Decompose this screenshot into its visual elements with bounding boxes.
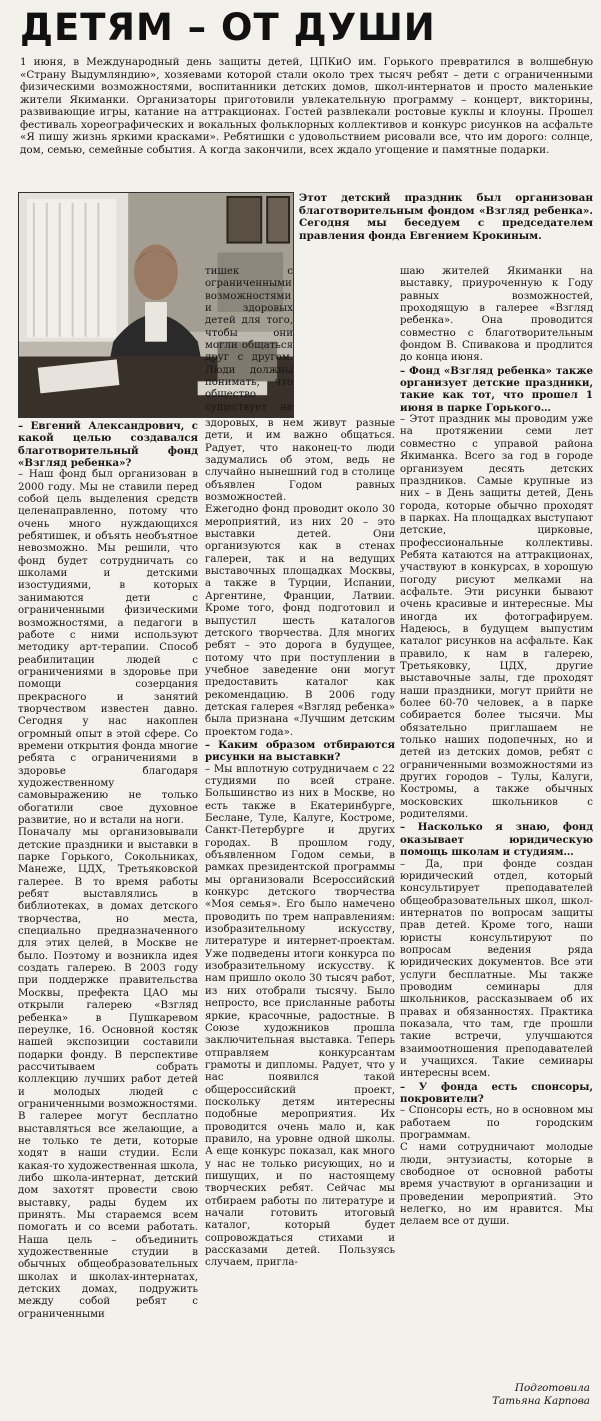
article-column-1 — [18, 420, 198, 1408]
lead-paragraph — [20, 56, 593, 184]
article-paragraph: – Наш фонд был организован в 2000 году. Мы не ставили перед собой цель выделения средств целенаправленно, потому что очень много нуждающихся ребятишек, и объять необъятное невозможно. Мы решили, что фонд будет сотрудничать со школами и детскими изостудиями, в которых занимаются дети с ограниченными физическими возможностями, а педагоги в работе с ними используют методику арт-терапии. Способ реабилитации людей с ограничениями в здоровье при помощи созерцания прекрасного и занятий творчеством известен давно. Сегодня у нас накоплен огромный опыт в этой сфере. Со времени открытия фонда многие ребята с ограничениями в здоровье благодаря художественному самовыражению не только обогатили свое духовное развитие, но и встали на ноги. — [18, 469, 198, 826]
article-paragraph: – Да, при фонде создан юридический отдел, который консультирует преподавателей общеобразовательных школ, школ-интернатов по вопросам защиты прав детей. Кроме того, наши юристы консультируют по вопросам ведения ряда юридических документов. Все эти услуги бесплатные. Мы также проводим семинары для школьников, рассказываем об их правах и обязанностях. Практика показала, что там, где прошли такие встречи, улучшаются взаимоотношения преподавателей и учащихся. Такие семинары интересны всем. — [400, 858, 593, 1080]
article-paragraph: шаю жителей Якиманки на выставку, приуроченную к Году равных возможностей, проходящую в галерее «Взгляд ребенка». Она проводится совместно с благотворительным фондом В. Спивакова и продлится до конца июня. — [400, 266, 593, 364]
article-paragraph: тишек с ограниченными возможностями и здоровых детей для того, чтобы они могли общаться друг с другом. Люди должны понимать, что общество существует не — [205, 266, 293, 413]
article-paragraph: В галерее могут бесплатно выставляться все желающие, а не только те дети, которые ходят в наши студии. Если какая-то художественная школа, либо школа-интернат, детский дом захотят провести свою выставку, рады будем их принять. Мы стараемся всем помогать и со всеми работать. Наша цель – объединить художественные студии в обычных общеобразовательных школах и школах-интернатах, детских домах, подружить между собой ребят с ограниченными — [18, 1111, 198, 1320]
article-paragraph: здоровых, в нем живут разные дети, и им важно общаться. Радует, что наконец-то люди задумались об этом, ведь не случайно нынешний год в столице объявлен Годом равных возможностей. — [205, 418, 395, 504]
interview-question: – Насколько я знаю, фонд оказывает юридическую помощь школам и студиям… — [400, 821, 593, 859]
byline-label: Подготовила — [514, 1382, 590, 1394]
article-paragraph: С нами сотрудничают молодые люди, энтузиасты, которые в свободное от основной работы время участвуют в организации и проведении мероприятий. Это нелегко, но им нравится. Мы делаем все от души. — [400, 1142, 593, 1228]
article-paragraph: – Спонсоры есть, но в основном мы работаем по городским программам. — [400, 1105, 593, 1142]
headline: ДЕТЯМ – ОТ ДУШИ — [20, 6, 436, 49]
interview-question: – У фонда есть спонсоры, покровители? — [400, 1080, 593, 1106]
interview-question: – Фонд «Взгляд ребенка» также организует детские праздники, такие как тот, что прошел 1 июня в парке Горького… — [400, 364, 593, 414]
article-paragraph: – Этот праздник мы проводим уже на протяжении семи лет совместно с управой района Якиманка. Всего за год в городе организуем десять детских праздников. Самые крупные из них – в День защиты детей, День города, которые обычно проходят в парках. На площадках выступают детские, цирковые, профессиональные коллективы. Ребята катаются на аттракционах, участвуют в конкурсах, в хорошую погоду рисуют мелками на асфальте. Эти рисунки бывают очень красивые и интересные. Мы иногда их фотографируем. Надеюсь, в будущем выпустим каталог рисунков на асфальте. Как правило, к нам в галерею, Третьяковку, ЦДХ, другие выставочные залы, где проходят наши праздники, могут прийти не более 60-70 человек, а в парке собирается более тысячи. Мы обязательно приглашаем не только наших подопечных, но и детей из детских домов, ребят с ограниченными возможностями из других городов – Тулы, Калуги, Костромы, а также обычных московских школьников с родителями. — [400, 414, 593, 821]
intro-text: Этот детский праздник был организован благотворительным фондом «Взгляд ребенка». Сегодня мы беседуем с председателем правления фонда Евгением Крокиным. — [299, 192, 593, 242]
article-column-2 — [205, 418, 395, 1408]
interview-question: – Евгений Александрович, с какой целью создавался благотворительный фонд «Взгляд ребенка»? — [18, 420, 198, 470]
interview-question: – Каким образом отбираются рисунки на выставки? — [205, 738, 395, 764]
article-column-2-top — [205, 266, 293, 416]
article-paragraph: – Мы вплотную сотрудничаем с 22 студиями по всей стране. Большинство из них в Москве, но есть также в Екатеринбурге, Беслане, Туле, Калуге, Костроме, Санкт-Петербурге и других городах. В прошлом году, объявленном Годом семьи, в рамках президентской программы мы организовали Всероссийский конкурс детского творчества «Моя семья». Его было намечено проводить по трем направлениям: изобразительному искусству, литературе и интернет-проектам. Уже подведены итоги конкурса по изобразительному искусству. К нам пришло около 30 тысяч работ, из них отобрали тысячу. Было непросто, все присланные работы яркие, красочные, радостные. В Союзе художников прошла заключительная выставка. Теперь отправляем конкурсантам грамоты и дипломы. Радует, что у нас появился такой общероссийский проект, поскольку детям интересны подобные мероприятия. Их проводится очень мало и, как правило, на уровне одной школы. А еще конкурс показал, как много у нас не только рисующих, но и пишущих, и по настоящему творческих ребят. Сейчас мы отбираем работы по литературе и начали готовить итоговый каталог, который будет сопровождаться стихами и рассказами детей. Пользуясь случаем, пригла- — [205, 763, 395, 1269]
byline — [400, 1382, 590, 1408]
article-paragraph: Ежегодно фонд проводит около 30 мероприятий, из них 20 – это выставки детей. Они организуются как в стенах галереи, так и на ведущих выставочных площадках Москвы, а также в Турции, Испании, Аргентине, Франции, Латвии. Кроме того, фонд подготовил и выпустил шесть каталогов детского творчества. Для многих ребят – это дорога в будущее, потому что при поступлении в учебное заведение они могут предоставить каталог как рекомендацию. В 2006 году детская галерея «Взгляд ребенка» была признана «Лучшим детским проектом года». — [205, 504, 395, 738]
byline-author: Татьяна Карпова — [492, 1395, 590, 1407]
article-column-3 — [400, 266, 593, 1378]
lead-text: 1 июня, в Международный день защиты детей, ЦПКиО им. Горького превратился в волшебную «Страну Выдумляндию», хозяевами которой стали около трех тысяч ребят – дети с ограниченными физическими возможностями, воспитанники детских домов, школ-интернатов и просто маленькие жители Якиманки. Организаторы приготовили увлекательную программу – концерт, викторины, развивающие игры, катание на аттракционах. Гостей развлекали ростовые куклы и клоуны. Прошел фестиваль хореографических и вокальных фольклорных коллективов и конкурс рисунков на асфальте «Я пишу жизнь яркими красками». Ребятишки с удовольствием рисовали все, что им дорого: солнце, дом, семью, семейные события. А когда закончили, всех ждало угощение и памятные подарки. — [20, 56, 593, 156]
intro-paragraph — [299, 192, 593, 260]
article-paragraph: Поначалу мы организовывали детские праздники и выставки в парке Горького, Сокольниках, Манеже, ЦДХ, Третьяковской галерее. В то время работы ребят выставлялись в библиотеках, в домах детского творчества, но места, специально предназначенного для этих целей, в Москве не было. Поэтому и возникла идея создать галерею. В 2003 году при поддержке правительства Москвы, префекта ЦАО мы открыли галерею «Взгляд ребенка» в Пушкаревом переулке, 16. Основной костяк нашей экспозиции составили подарки фонду. В перспективе рассчитываем собрать коллекцию лучших работ детей и молодых людей с ограниченными возможностями. — [18, 827, 198, 1110]
